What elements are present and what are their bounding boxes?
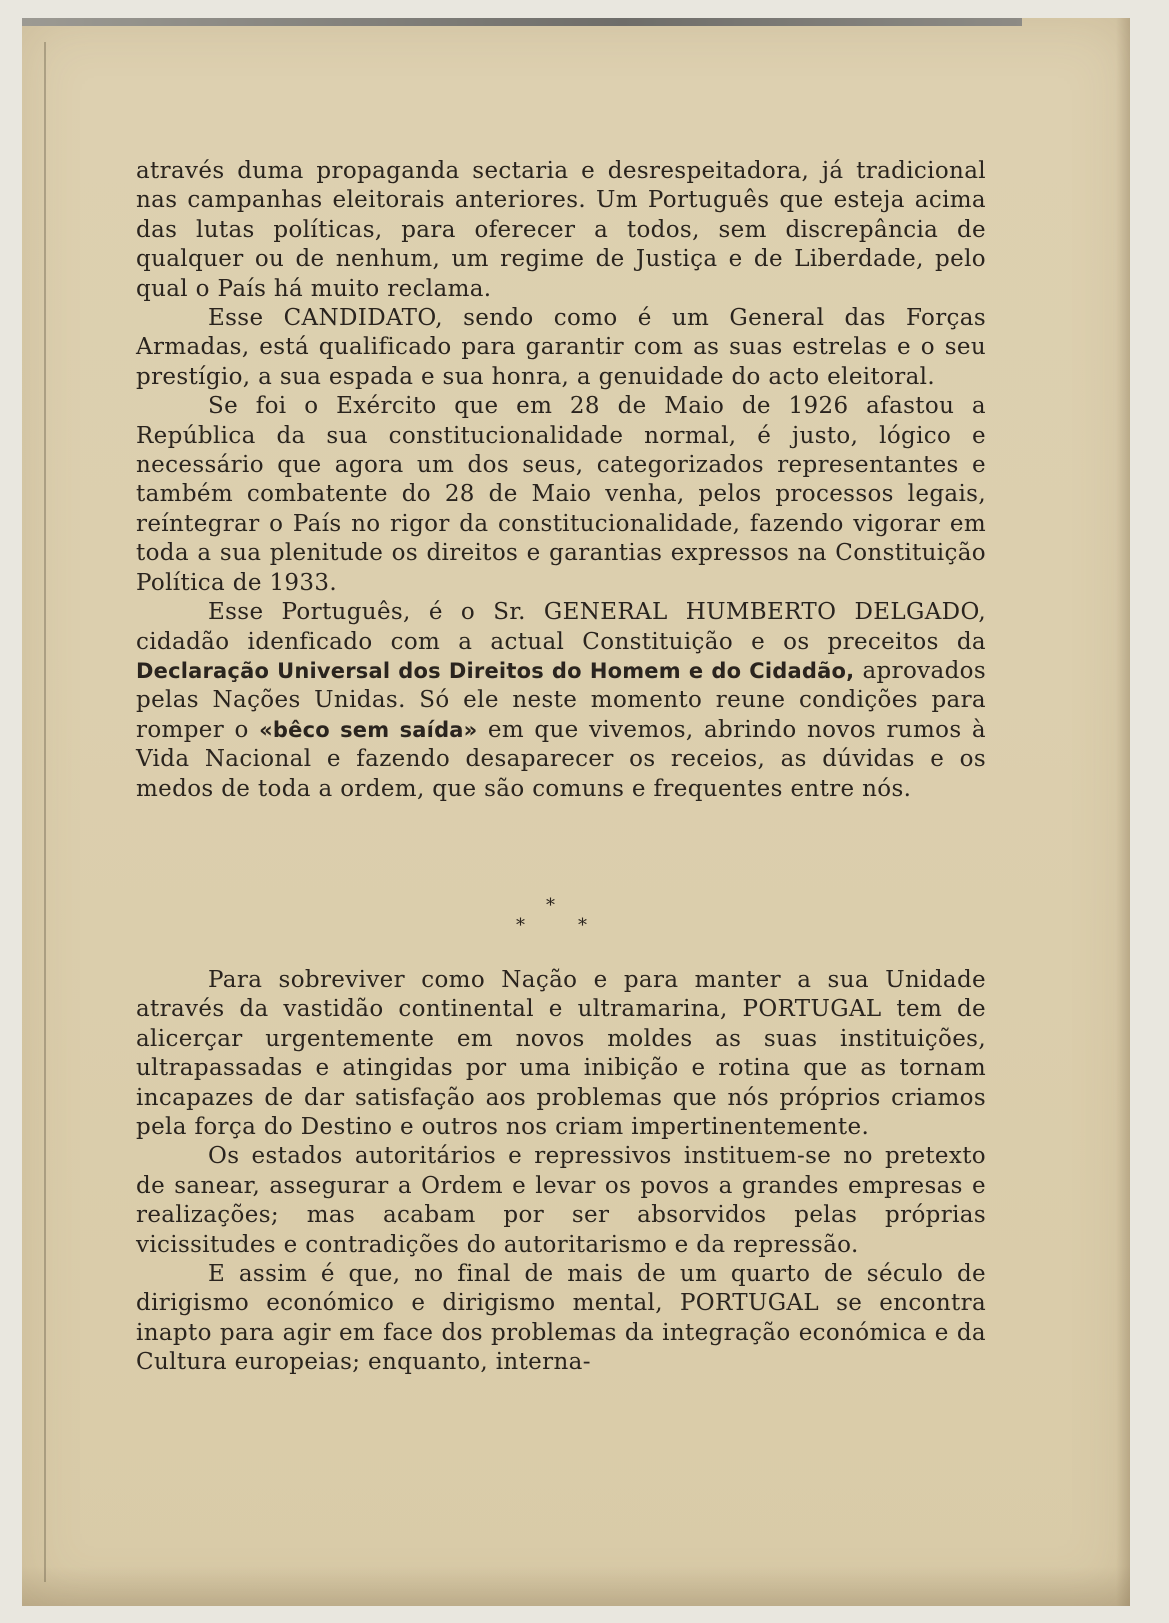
fold-line [44, 42, 46, 1582]
paragraph: através duma propaganda sectaria e desrespeitadora, já tradicional nas campanhas eleitorais anteriores. Um Português que esteja acima das lutas políticas, para oferecer a todos, sem discrepância de qualquer ou de nenhum, um regime de Justiça e de Liberdade, pelo qual o País há muito reclama. [136, 158, 986, 302]
asterisk: * [516, 915, 525, 936]
paragraph-delgado [136, 598, 986, 804]
paragraph: Se foi o Exército que em 28 de Maio de 1926 afastou a República da sua constitucionalidade normal, é justo, lógico e necessário que agora um dos seus, categorizados representantes e também combatente do 28 de Maio venha, pelos processos legais, reíntegrar o País no rigor da constitucionalidade, fazendo vigorar em toda a sua plenitude os direitos e garantias expressos na Constituição Política de 1933. [136, 393, 986, 596]
paragraph-text: em que vivemos, abrindo novos rumos à Vida Nacional e fazendo desaparecer os receios, as dúvidas e os medos de toda a ordem, que são comuns e frequentes entre nós. [136, 716, 986, 802]
paragraph: E assim é que, no final de mais de um quarto de século de dirigismo económico e dirigismo mental, PORTUGAL se encontra inapto para agir em face dos problemas da integração económica e da Cultura europeias; enquanto, interna- [136, 1261, 986, 1376]
asterisk: * [578, 915, 587, 936]
right-edge-shadow [1116, 18, 1130, 1606]
paragraph-text: Esse Português, é o Sr. GENERAL HUMBERTO DELGADO, cidadão idenficado com a actual Constituição e os preceitos da [136, 599, 986, 655]
paragraph: Os estados autoritários e repressivos instituem-se no pretexto de sanear, assegurar a Ordem e levar os povos a grandes empresas e realizações; mas acabam por ser absorvidos pelas próprias vicissitudes e contradições do autoritarismo e da repressão. [136, 1143, 986, 1258]
top-edge [22, 18, 1022, 26]
asterisk: * [546, 895, 555, 916]
section-separator [500, 895, 610, 941]
beco-sem-saida: «bêco sem saída» [259, 717, 478, 742]
text-block-bottom [136, 966, 986, 1378]
bottom-edge-shadow [22, 1566, 1130, 1606]
paragraph-text: aprovados pelas Nações Unidas. Só ele neste momento reune condições para romper o [136, 657, 986, 743]
text-block-top [136, 157, 986, 804]
paragraph: Esse CANDIDATO, sendo como é um General das Forças Armadas, está qualificado para garantir com as suas estrelas e o seu prestígio, a sua espada e sua honra, a genuidade do acto eleitoral. [136, 305, 986, 390]
paragraph: Para sobreviver como Nação e para manter a sua Unidade através da vastidão continental e ultramarina, PORTUGAL tem de alicerçar urgentemente em novos moldes as suas instituições, ultrapassadas e atingidas por uma inibição e rotina que as tornam incapazes de dar satisfação aos problemas que nós próprios criamos pela força do Destino e outros nos criam impertinentemente. [136, 967, 986, 1141]
declaration-title: Declaração Universal dos Direitos do Homem e do Cidadão, [136, 658, 855, 683]
